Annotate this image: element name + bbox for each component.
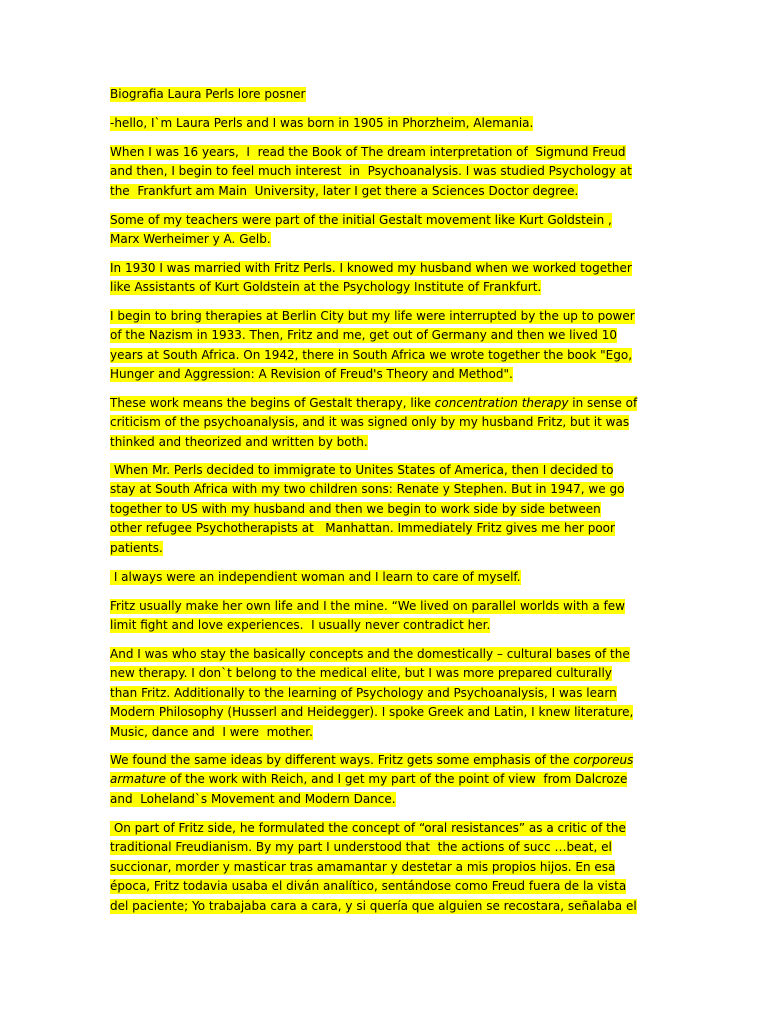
paragraph-line: Modern Philosophy (Husserl and Heidegger). I spoke Greek and Latin, I knew literature, — [110, 705, 634, 720]
paragraph-line: stay at South Africa with my two children sons: Renate y Stephen. But in 1947, we go — [110, 482, 625, 497]
paragraph-independent — [110, 568, 521, 587]
italic-phrase: concentration therapy — [434, 396, 569, 410]
paragraph-line: years at South Africa. On 1942, there in South Africa we wrote together the book "Ego, — [110, 347, 633, 362]
paragraph-line: Some of my teachers were part of the initial Gestalt movement like Kurt Goldstein , — [110, 213, 612, 227]
paragraph-line: When I was 16 years, I read the Book of The dream interpretation of Sigmund Freud — [110, 145, 626, 159]
paragraph-line: patients. — [110, 540, 163, 555]
paragraph-line: other refugee Psychotherapists at Manhattan. Immediately Fritz gives me her poor — [110, 521, 615, 536]
paragraph-line: On part of Fritz side, he formulated the concept of “oral resistances” as a critic of the — [110, 821, 626, 835]
paragraph-line: Marx Werheimer y A. Gelb. — [110, 232, 271, 247]
paragraph-line: del paciente; Yo trabajaba cara a cara, y si quería que alguien se recostara, señalaba el — [110, 898, 637, 913]
paragraph-line: In 1930 I was married with Fritz Perls. I knowed my husband when we worked together — [110, 261, 632, 275]
paragraph-line: together to US with my husband and then we begin to work side by side between — [110, 501, 601, 516]
paragraph-line: These work means the begins of Gestalt therapy, like — [110, 396, 435, 410]
paragraph-same-ideas — [110, 751, 633, 809]
paragraph-line: and then, I begin to feel much interest in Psychoanalysis. I was studied Psychology at — [110, 164, 632, 179]
paragraph-line: We found the same ideas by different ways. Fritz gets some emphasis of the — [110, 753, 574, 767]
paragraph-parallel-worlds — [110, 597, 625, 636]
paragraph-line: like Assistants of Kurt Goldstein at the Psychology Institute of Frankfurt. — [110, 280, 542, 295]
paragraph-line: Hunger and Aggression: A Revision of Freud's Theory and Method". — [110, 367, 513, 382]
paragraph-oral-resistances — [110, 819, 637, 916]
paragraph-line: traditional Freudianism. By my part I understood that the actions of succ …beat, el — [110, 840, 612, 855]
paragraph-line: Fritz usually make her own life and I the mine. “We lived on parallel worlds with a few — [110, 599, 625, 613]
paragraph-line: succionar, morder y masticar tras amamantar y destetar a mis propios hijos. En esa — [110, 859, 616, 874]
paragraph-berlin — [110, 307, 635, 385]
paragraph-line: -hello, I`m Laura Perls and I was born in 1905 in Phorzheim, Alemania. — [110, 116, 534, 130]
paragraph-line: new therapy. I don`t belong to the medical elite, but I was more prepared culturally — [110, 666, 612, 681]
paragraph-marriage — [110, 259, 632, 298]
paragraph-line: the Frankfurt am Main University, later I get there a Sciences Doctor degree. — [110, 183, 579, 198]
paragraph-line: thinked and theorized and written by both. — [110, 434, 368, 449]
paragraph-line: limit fight and love experiences. I usually never contradict her. — [110, 618, 491, 633]
paragraph-line: of the Nazism in 1933. Then, Fritz and me, get out of Germany and then we lived 10 — [110, 328, 617, 343]
paragraph-line: época, Fritz todavia usaba el diván analítico, sentándose como Freud fuera de la vista — [110, 879, 627, 894]
paragraph-immigration — [110, 461, 624, 558]
paragraph-line: Biografia Laura Perls lore posner — [110, 87, 306, 101]
paragraph-line: I always were an independient woman and I learn to care of myself. — [110, 570, 521, 584]
paragraph-line: Music, dance and I were mother. — [110, 724, 313, 739]
paragraph-line: And I was who stay the basically concepts and the domestically – cultural bases of the — [110, 647, 630, 661]
italic-phrase: armature — [110, 772, 166, 787]
paragraph-freud — [110, 143, 632, 201]
paragraph-intro — [110, 114, 533, 133]
paragraph-line-tail: in sense of — [568, 396, 638, 410]
paragraph-teachers — [110, 211, 612, 250]
paragraph-gestalt-begins — [110, 394, 637, 452]
paragraph-line: When Mr. Perls decided to immigrate to Unites States of America, then I decided to — [110, 463, 614, 477]
paragraph-line: criticism of the psychoanalysis, and it was signed only by my husband Fritz, but it was — [110, 415, 630, 430]
italic-phrase: corporeus — [573, 753, 634, 767]
paragraph-line: of the work with Reich, and I get my part of the point of view from Dalcroze — [165, 772, 628, 787]
paragraph-line: I begin to bring therapies at Berlin City but my life were interrupted by the up to power — [110, 309, 635, 323]
paragraph-line: and Loheland`s Movement and Modern Dance. — [110, 791, 396, 806]
document-title — [110, 85, 306, 104]
paragraph-concepts — [110, 645, 633, 742]
paragraph-line: than Fritz. Additionally to the learning of Psychology and Psychoanalysis, I was learn — [110, 685, 617, 700]
